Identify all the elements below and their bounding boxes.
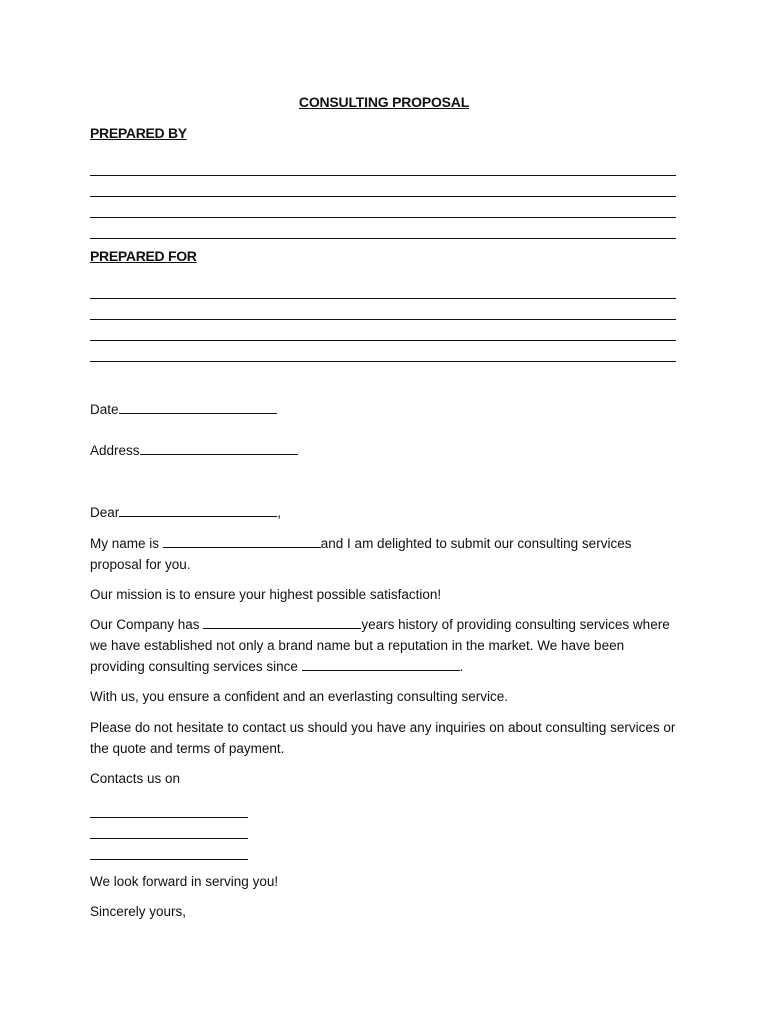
name-prefix: My name is: [90, 536, 163, 551]
company-suffix: years history of providing consulting services where we have established not only a brand name but a reputation in the market. We have been providing consulting services since: [90, 617, 670, 674]
prepared-for-line[interactable]: [90, 278, 676, 299]
contacts-label: Contacts us on: [90, 771, 181, 786]
dear-label: Dear: [90, 505, 120, 520]
prepared-for-line[interactable]: [90, 341, 676, 362]
document-title: CONSULTING PROPOSAL: [298, 94, 470, 110]
closing-line: Sincerely yours,: [90, 904, 187, 919]
prepared-for-heading: PREPARED FOR: [90, 248, 197, 264]
prepared-for-line[interactable]: [90, 299, 676, 320]
date-label: Date: [90, 402, 119, 417]
sender-name-field[interactable]: [163, 533, 321, 548]
prepared-for-lines: [90, 278, 676, 362]
prepared-by-lines: [90, 155, 676, 239]
contact-line[interactable]: [90, 839, 248, 860]
address-label: Address: [90, 443, 140, 458]
ensure-paragraph: With us, you ensure a confident and an everlasting consulting service.: [90, 689, 508, 704]
since-year-field[interactable]: [302, 656, 460, 671]
prepared-by-line[interactable]: [90, 155, 676, 176]
contact-line[interactable]: [90, 818, 248, 839]
date-field[interactable]: [119, 399, 277, 414]
intro-paragraph: [90, 533, 680, 575]
forward-paragraph: We look forward in serving you!: [90, 874, 279, 889]
mission-paragraph: Our mission is to ensure your highest possible satisfaction!: [90, 587, 442, 602]
date-row: [90, 399, 680, 420]
company-prefix: Our Company has: [90, 617, 204, 632]
address-row: [90, 440, 680, 461]
prepared-by-line[interactable]: [90, 176, 676, 197]
prepared-by-line[interactable]: [90, 197, 676, 218]
salutation-row: [90, 502, 680, 523]
name-suffix: and I am delighted to submit our consulting services proposal for you.: [90, 536, 632, 572]
contact-paragraph: Please do not hesitate to contact us should you have any inquiries on about consulting services or the quote and terms of payment.: [90, 720, 676, 756]
company-end: .: [459, 659, 464, 674]
contact-lines: [90, 797, 248, 860]
company-paragraph: [90, 614, 680, 677]
prepared-for-line[interactable]: [90, 320, 676, 341]
address-field[interactable]: [140, 440, 298, 455]
dear-comma: ,: [277, 505, 282, 520]
years-field[interactable]: [203, 614, 361, 629]
prepared-by-heading: PREPARED BY: [90, 125, 187, 141]
recipient-name-field[interactable]: [119, 502, 277, 517]
prepared-by-line[interactable]: [90, 218, 676, 239]
contact-line[interactable]: [90, 797, 248, 818]
